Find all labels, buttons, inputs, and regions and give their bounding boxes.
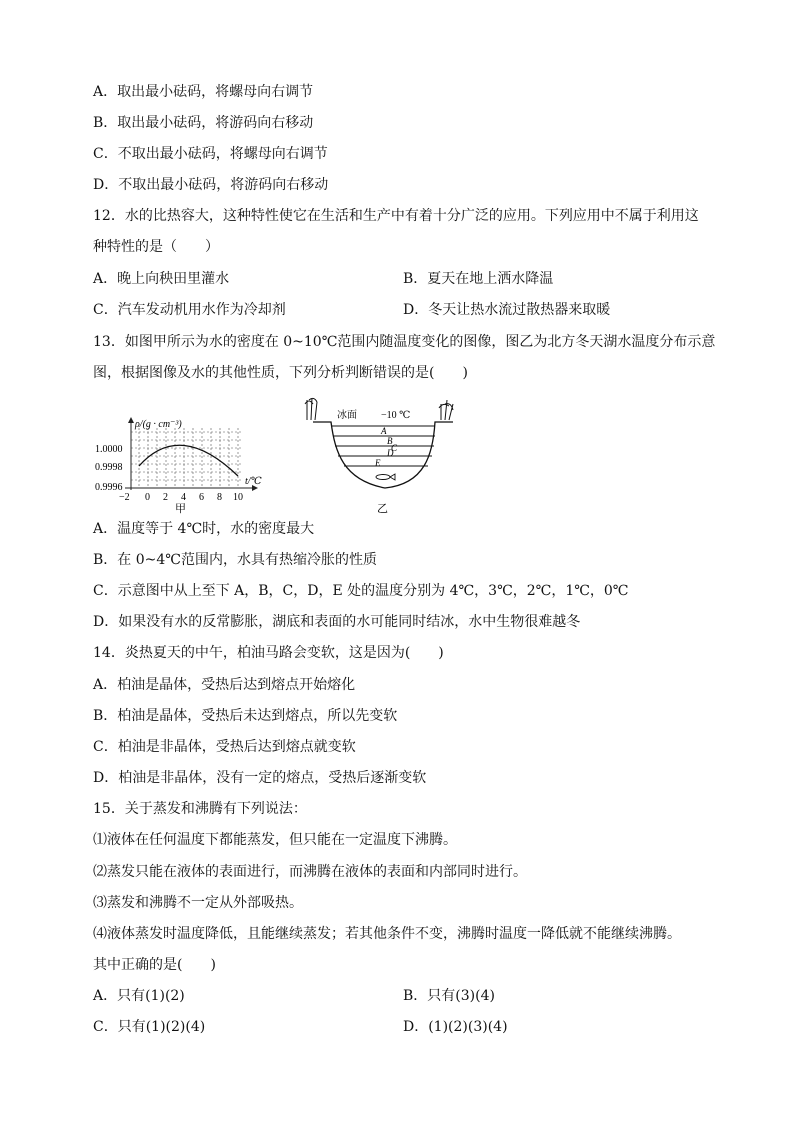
density-curve xyxy=(139,445,238,476)
q11-option-b: B．取出最小砝码，将游码向右移动 xyxy=(93,115,314,131)
q14-option-a: A．柏油是晶体，受热后达到熔点开始熔化 xyxy=(93,677,356,693)
x-tick: −2 xyxy=(119,492,130,503)
q15-statement-3: ⑶蒸发和沸腾不一定从外部吸热。 xyxy=(93,895,303,911)
q13-option-c: C．示意图中从上至下 A，B，C，D，E 处的温度分别为 4℃，3℃，2℃，1℃，0℃ xyxy=(93,583,629,599)
figure-caption-yi: 乙 xyxy=(377,503,388,515)
q15-statement-1: ⑴液体在任何温度下都能蒸发，但只能在一定温度下沸腾。 xyxy=(93,832,457,848)
x-tick: 4 xyxy=(181,492,186,503)
q15-option-d: D．(1)(2)(3)(4) xyxy=(403,1019,508,1035)
x-tick: 6 xyxy=(199,492,204,503)
q13-stem-line2: 图，根据图像及水的其他性质，下列分析判断错误的是( ) xyxy=(93,365,468,381)
layer-label-b: B xyxy=(387,436,393,446)
q12-option-b: B．夏天在地上洒水降温 xyxy=(403,271,554,287)
layer-label-a: A xyxy=(381,426,387,436)
figure-caption-jia: 甲 xyxy=(175,503,186,515)
x-tick: 8 xyxy=(217,492,222,503)
q12-option-d: D．冬天让热水流过散热器来取暖 xyxy=(403,302,611,318)
q14-option-d: D．柏油是非晶体，没有一定的熔点，受热后逐渐变软 xyxy=(93,770,427,786)
q12-stem-line1: 12．水的比热容大，这种特性使它在生活和生产中有着十分广泛的应用。下列应用中不属于利用这 xyxy=(93,208,699,224)
q11-option-a: A．取出最小砝码，将螺母向右调节 xyxy=(93,84,314,100)
lake-diagram xyxy=(295,392,465,517)
q13-option-d: D．如果没有水的反常膨胀，湖底和表面的水可能同时结冰，水中生物很难越冬 xyxy=(93,614,581,630)
fish-icon xyxy=(376,474,395,480)
q12-option-a: A．晚上向秧田里灌水 xyxy=(93,271,230,287)
x-axis-label: t/℃ xyxy=(245,476,262,487)
q13-stem-line1: 13．如图甲所示为水的密度在 0~10℃范围内随温度变化的图像，图乙为北方冬天湖水温度分布示意 xyxy=(93,334,716,350)
x-tick: 10 xyxy=(233,492,243,503)
y-axis-label: ρ/(g · cm⁻³) xyxy=(135,419,182,430)
q15-ask: 其中正确的是( ) xyxy=(93,957,216,973)
q15-option-b: B．只有(3)(4) xyxy=(403,988,495,1004)
y-tick-2: 0.9998 xyxy=(95,462,123,473)
x-tick: 0 xyxy=(145,492,150,503)
layer-label-e: E xyxy=(375,458,381,468)
q12-option-c: C．汽车发动机用水作为冷却剂 xyxy=(93,302,286,318)
y-tick-3: 0.9996 xyxy=(95,482,123,493)
grass-icon xyxy=(439,400,453,420)
q13-option-a: A．温度等于 4℃时，水的密度最大 xyxy=(93,521,315,537)
q12-stem-line2: 种特性的是（ ） xyxy=(93,239,219,255)
reed-icon xyxy=(305,398,317,420)
q15-statement-2: ⑵蒸发只能在液体的表面进行，而沸腾在液体的表面和内部同时进行。 xyxy=(93,864,527,880)
q14-option-b: B．柏油是晶体，受热后未达到熔点，所以先变软 xyxy=(93,708,398,724)
surface-temp-label: −10 ℃ xyxy=(381,410,411,421)
layer-label-c: C xyxy=(391,443,398,453)
q15-stem: 15．关于蒸发和沸腾有下列说法： xyxy=(93,801,307,817)
x-tick: 2 xyxy=(163,492,168,503)
y-tick-1: 1.0000 xyxy=(95,444,123,455)
q14-option-c: C．柏油是非晶体，受热后达到熔点就变软 xyxy=(93,739,356,755)
q13-option-b: B．在 0~4℃范围内，水具有热缩冷胀的性质 xyxy=(93,552,377,568)
q11-option-d: D．不取出最小砝码，将游码向右移动 xyxy=(93,177,329,193)
q15-statement-4: ⑷液体蒸发时温度降低，且能继续蒸发；若其他条件不变，沸腾时温度一降低就不能继续沸腾。 xyxy=(93,926,681,942)
ice-surface-label: 冰面 xyxy=(337,410,357,421)
q15-option-c: C．只有(1)(2)(4) xyxy=(93,1019,206,1035)
density-graph xyxy=(95,410,270,515)
q11-option-c: C．不取出最小砝码，将螺母向右调节 xyxy=(93,146,328,162)
q14-stem: 14．炎热夏天的中午，柏油马路会变软，这是因为( ) xyxy=(93,645,444,661)
q15-option-a: A．只有(1)(2) xyxy=(93,988,185,1004)
layer-label-d: D xyxy=(387,448,394,458)
